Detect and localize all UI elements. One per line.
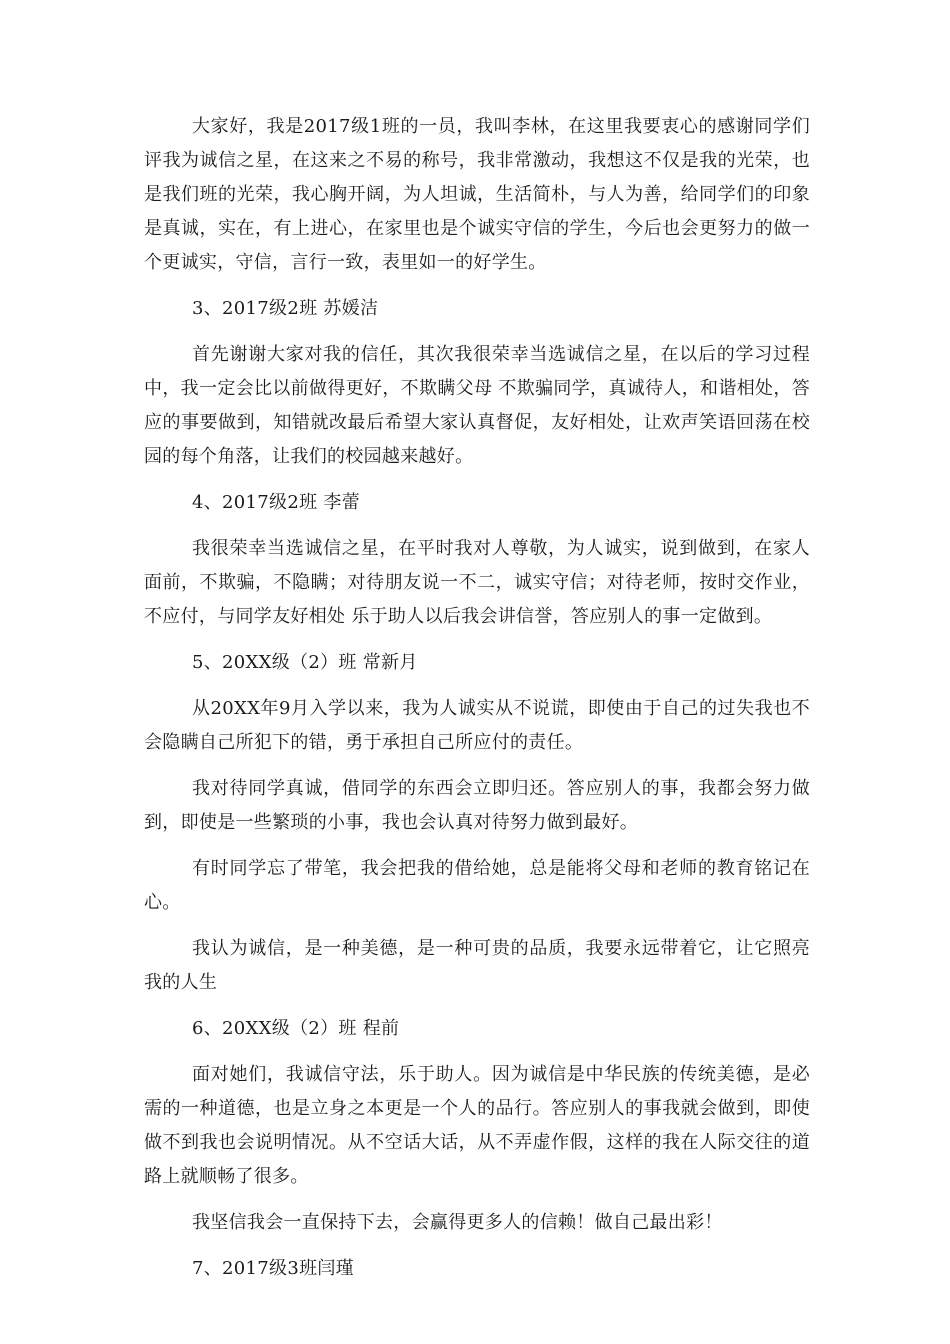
- paragraph-chang-xinyue-speech-3: 有时同学忘了带笔，我会把我的借给她，总是能将父母和老师的教育铭记在心。: [144, 858, 810, 913]
- paragraph-chang-xinyue-speech-1: 从20XX年9月入学以来，我为人诚实从不说谎，即使由于自己的过失我也不会隐瞒自己所犯下的错，勇于承担自己所应付的责任。: [144, 698, 810, 753]
- paragraph-cheng-qian-speech-2: 我坚信我会一直保持下去，会赢得更多人的信赖！做自己最出彩！: [192, 1212, 723, 1233]
- heading-yan-jin: 7、2017级3班闫瑾: [192, 1258, 355, 1279]
- document-body: [144, 110, 810, 1298]
- paragraph-li-lei-speech: 我很荣幸当选诚信之星，在平时我对人尊敬，为人诚实，说到做到，在家人面前，不欺骗，不隐瞒；对待朋友说一不二，诚实守信；对待老师，按时交作业，不应付，与同学友好相处 乐于助人以后我会讲信誉，答应别人的事一定做到。: [144, 538, 810, 627]
- heading-cheng-qian: 6、20XX级（2）班 程前: [192, 1018, 400, 1039]
- paragraph-li-lin-speech: 大家好，我是2017级1班的一员，我叫李林，在这里我要衷心的感谢同学们评我为诚信之星，在这来之不易的称号，我非常激动，我想这不仅是我的光荣，也是我们班的光荣，我心胸开阔，为人坦诚，生活简朴，与人为善，给同学们的印象是真诚，实在，有上进心，在家里也是个诚实守信的学生，今后也会更努力的做一个更诚实，守信，言行一致，表里如一的好学生。: [144, 116, 810, 273]
- heading-su-yuanjie: 3、2017级2班 苏媛洁: [192, 298, 379, 319]
- paragraph-cheng-qian-speech-1: 面对她们，我诚信守法，乐于助人。因为诚信是中华民族的传统美德，是必需的一种道德，也是立身之本更是一个人的品行。答应别人的事我就会做到，即使做不到我也会说明情况。从不空话大话，从不弄虚作假，这样的我在人际交往的道路上就顺畅了很多。: [144, 1064, 810, 1187]
- paragraph-chang-xinyue-speech-2: 我对待同学真诚，借同学的东西会立即归还。答应别人的事，我都会努力做到，即使是一些繁琐的小事，我也会认真对待努力做到最好。: [144, 778, 810, 833]
- heading-chang-xinyue: 5、20XX级（2）班 常新月: [192, 652, 418, 673]
- paragraph-chang-xinyue-speech-4: 我认为诚信，是一种美德，是一种可贵的品质，我要永远带着它，让它照亮我的人生: [144, 938, 810, 993]
- heading-li-lei: 4、2017级2班 李蕾: [192, 492, 361, 513]
- paragraph-su-yuanjie-speech: 首先谢谢大家对我的信任，其次我很荣幸当选诚信之星，在以后的学习过程中，我一定会比以前做得更好，不欺瞒父母 不欺骗同学，真诚待人，和谐相处，答应的事要做到，知错就改最后希望大家认真督促，友好相处，让欢声笑语回荡在校园的每个角落，让我们的校园越来越好。: [144, 344, 810, 467]
